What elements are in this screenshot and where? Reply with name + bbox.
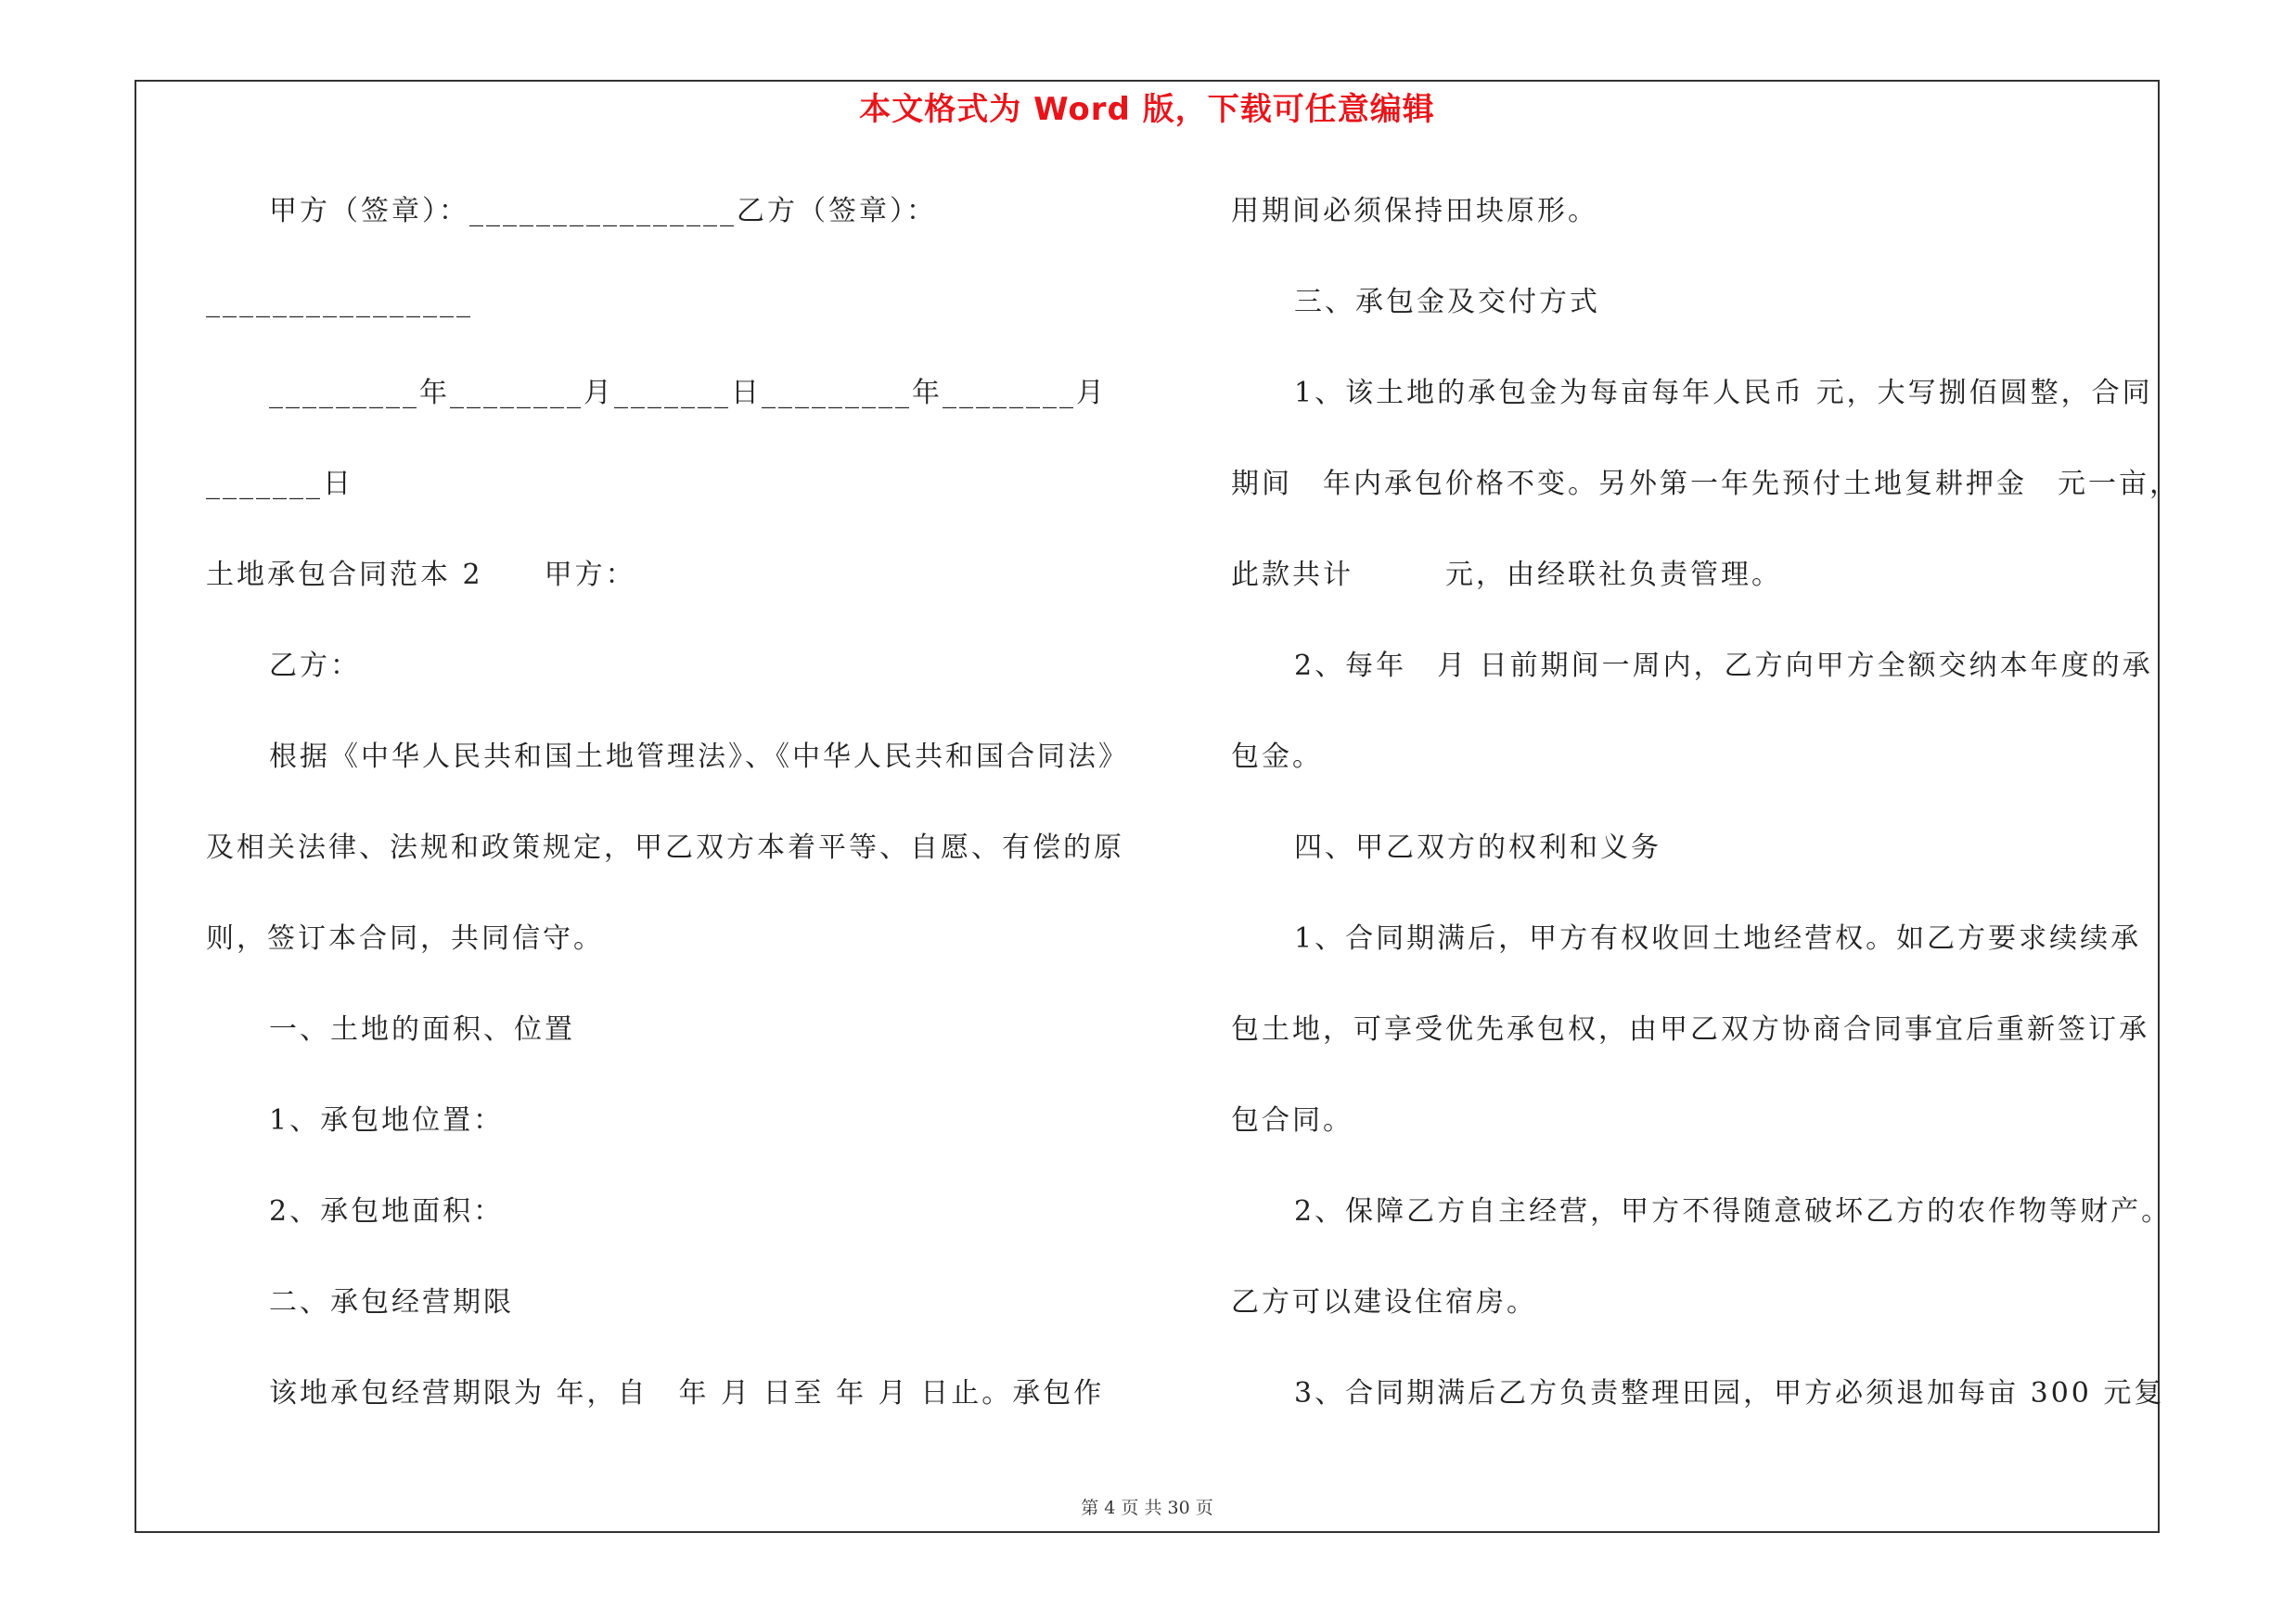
text-line: 则，签订本合同，共同信守。	[206, 922, 604, 955]
text-line: _______日	[206, 468, 353, 500]
text-line: 2、保障乙方自主经营，甲方不得随意破坏乙方的农作物等财产。	[1294, 1195, 2173, 1228]
text-line: 一、土地的面积、位置	[269, 1013, 575, 1046]
text-line: 四、甲乙双方的权利和义务	[1294, 831, 1661, 864]
left-column	[206, 184, 1152, 1457]
text-line: 此款共计 元，由经联社负责管理。	[1231, 559, 1782, 591]
text-line: 1、承包地位置：	[269, 1104, 505, 1137]
text-line: 乙方可以建设住宿房。	[1231, 1286, 1537, 1319]
text-line: 1、合同期满后，甲方有权收回土地经营权。如乙方要求续续承	[1294, 922, 2142, 955]
text-line: 及相关法律、法规和政策规定，甲乙双方本着平等、自愿、有偿的原	[206, 831, 1124, 864]
text-line: 用期间必须保持田块原形。	[1231, 195, 1598, 227]
right-column	[1231, 184, 2180, 1457]
text-line: 3、合同期满后乙方负责整理田园，甲方必须退加每亩 300 元复	[1294, 1377, 2165, 1410]
text-line: _________年________月_______日_________年________月	[269, 377, 1107, 409]
text-line: 乙方：	[269, 650, 361, 682]
text-line: 二、承包经营期限	[269, 1286, 514, 1319]
text-line: 包合同。	[1231, 1104, 1353, 1137]
text-line: 根据《中华人民共和国土地管理法》、《中华人民共和国合同法》	[269, 741, 1129, 773]
text-line: 2、承包地面积：	[269, 1195, 505, 1228]
text-line: 甲方（签章）：________________乙方（签章）：	[269, 195, 937, 227]
text-line: 该地承包经营期限为 年，自 年 月 日至 年 月 日止。承包作	[269, 1377, 1105, 1410]
text-line: 1、该土地的承包金为每亩每年人民币 元，大写捌佰圆整，合同	[1294, 377, 2153, 409]
text-line: 包金。	[1231, 741, 1323, 773]
text-line: 包土地，可享受优先承包权，由甲乙双方协商合同事宜后重新签订承	[1231, 1013, 2149, 1046]
text-line: ________________	[206, 286, 473, 318]
text-line: 2、每年 月 日前期间一周内，乙方向甲方全额交纳本年度的承	[1294, 650, 2153, 682]
text-line: 土地承包合同范本 2 甲方：	[206, 559, 636, 591]
page-number-footer: 第 4 页 共 30 页	[1081, 1498, 1213, 1518]
banner-title: 本文格式为 Word 版，下载可任意编辑	[859, 91, 1435, 128]
text-line: 期间 年内承包价格不变。另外第一年先预付土地复耕押金 元一亩，	[1231, 468, 2180, 500]
text-line: 三、承包金及交付方式	[1294, 286, 1600, 318]
